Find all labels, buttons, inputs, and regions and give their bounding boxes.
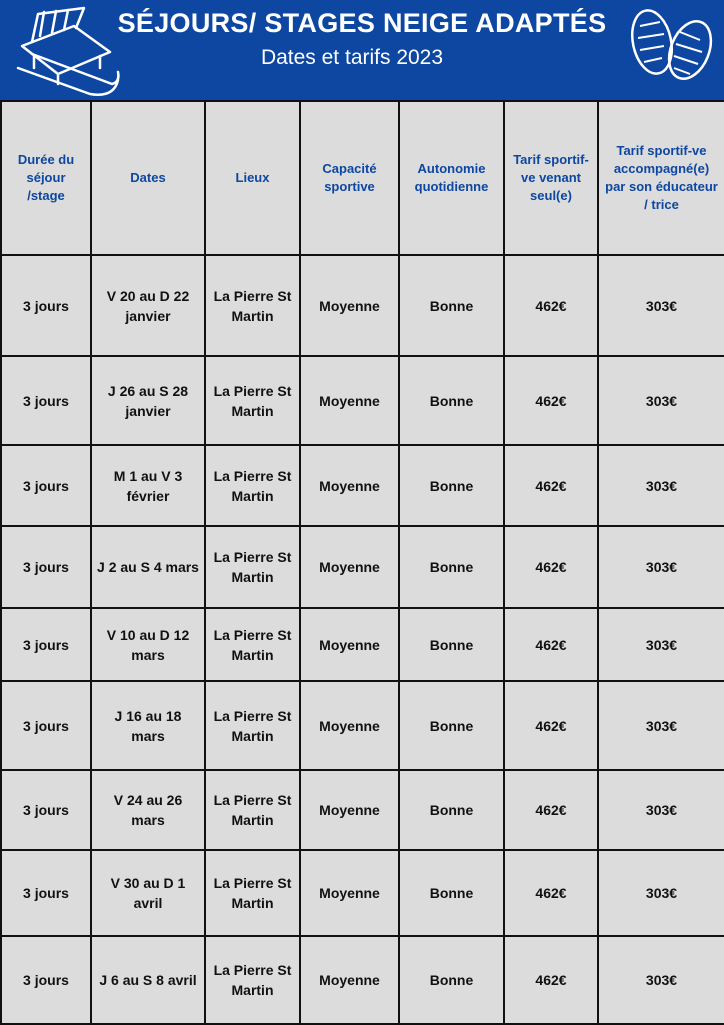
table-cell: 462€ <box>504 936 598 1024</box>
table-cell: La Pierre St Martin <box>205 445 300 526</box>
table-cell: 462€ <box>504 770 598 850</box>
table-cell: 3 jours <box>1 936 91 1024</box>
table-header-row <box>1 101 724 255</box>
table-cell: La Pierre St Martin <box>205 681 300 770</box>
table-row <box>1 850 724 936</box>
table-cell: Moyenne <box>300 681 399 770</box>
table-cell: 3 jours <box>1 526 91 608</box>
table-cell: 3 jours <box>1 850 91 936</box>
header-cell: Lieux <box>205 101 300 255</box>
table-cell: V 30 au D 1 avril <box>91 850 205 936</box>
header-cell: Capacité sportive <box>300 101 399 255</box>
table-cell: Moyenne <box>300 526 399 608</box>
table-cell: Bonne <box>399 936 504 1024</box>
table-cell: Bonne <box>399 526 504 608</box>
snowshoes-icon <box>626 4 718 86</box>
table-cell: La Pierre St Martin <box>205 608 300 681</box>
table-cell: 462€ <box>504 255 598 356</box>
table-cell: Moyenne <box>300 445 399 526</box>
table-row <box>1 770 724 850</box>
table-cell: 303€ <box>598 445 724 526</box>
table-row <box>1 356 724 445</box>
table-cell: J 2 au S 4 mars <box>91 526 205 608</box>
header-cell: Tarif sportif-ve accompagné(e) par son éducateur / trice <box>598 101 724 255</box>
header-banner <box>0 0 724 100</box>
page-subtitle: Dates et tarifs 2023 <box>260 46 444 69</box>
table-cell: V 24 au 26 mars <box>91 770 205 850</box>
table-cell: 303€ <box>598 608 724 681</box>
table-cell: Moyenne <box>300 850 399 936</box>
table-cell: Moyenne <box>300 770 399 850</box>
table-row <box>1 608 724 681</box>
header-cell: Durée du séjour /stage <box>1 101 91 255</box>
table-cell: 462€ <box>504 850 598 936</box>
table-cell: 303€ <box>598 255 724 356</box>
table-cell: 462€ <box>504 445 598 526</box>
table-cell: J 26 au S 28 janvier <box>91 356 205 445</box>
table-cell: 303€ <box>598 770 724 850</box>
table-row <box>1 255 724 356</box>
table-cell: La Pierre St Martin <box>205 356 300 445</box>
header-cell: Dates <box>91 101 205 255</box>
table-cell: 462€ <box>504 526 598 608</box>
table-row <box>1 526 724 608</box>
table-cell: La Pierre St Martin <box>205 850 300 936</box>
table-cell: J 16 au 18 mars <box>91 681 205 770</box>
table-cell: 3 jours <box>1 608 91 681</box>
table-cell: Bonne <box>399 445 504 526</box>
table-row <box>1 681 724 770</box>
table-cell: Bonne <box>399 770 504 850</box>
table-cell: 462€ <box>504 681 598 770</box>
table-cell: 303€ <box>598 936 724 1024</box>
table-cell: Bonne <box>399 850 504 936</box>
table-cell: 303€ <box>598 681 724 770</box>
table-cell: Moyenne <box>300 255 399 356</box>
table-cell: 3 jours <box>1 681 91 770</box>
table-cell: 462€ <box>504 356 598 445</box>
table-cell: Moyenne <box>300 936 399 1024</box>
table-cell: V 10 au D 12 mars <box>91 608 205 681</box>
table-cell: 303€ <box>598 356 724 445</box>
table-cell: Moyenne <box>300 356 399 445</box>
header-cell: Autonomie quotidienne <box>399 101 504 255</box>
table-cell: 3 jours <box>1 770 91 850</box>
pricing-table <box>0 100 724 1025</box>
table-row <box>1 445 724 526</box>
table-row <box>1 936 724 1024</box>
table-cell: J 6 au S 8 avril <box>91 936 205 1024</box>
table-cell: La Pierre St Martin <box>205 936 300 1024</box>
table-cell: La Pierre St Martin <box>205 770 300 850</box>
header-cell: Tarif sportif-ve venant seul(e) <box>504 101 598 255</box>
page-title: SÉJOURS/ STAGES NEIGE ADAPTÉS <box>117 8 607 38</box>
table-cell: 3 jours <box>1 356 91 445</box>
table-cell: Moyenne <box>300 608 399 681</box>
table-cell: Bonne <box>399 255 504 356</box>
table-cell: V 20 au D 22 janvier <box>91 255 205 356</box>
table-cell: M 1 au V 3 février <box>91 445 205 526</box>
table-cell: 303€ <box>598 850 724 936</box>
table-cell: La Pierre St Martin <box>205 526 300 608</box>
table-cell: Bonne <box>399 356 504 445</box>
table-cell: 462€ <box>504 608 598 681</box>
table-cell: Bonne <box>399 681 504 770</box>
table-cell: La Pierre St Martin <box>205 255 300 356</box>
table-cell: Bonne <box>399 608 504 681</box>
table-cell: 303€ <box>598 526 724 608</box>
table-cell: 3 jours <box>1 445 91 526</box>
table-cell: 3 jours <box>1 255 91 356</box>
